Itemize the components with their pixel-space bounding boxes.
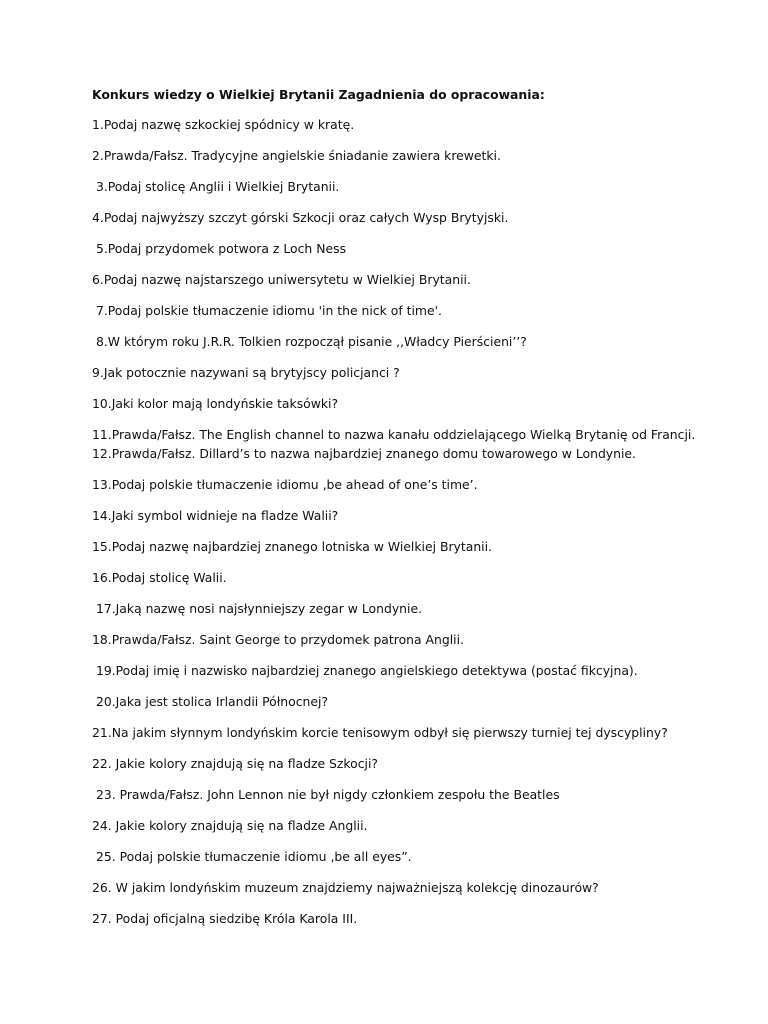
question-27: 27. Podaj oficjalną siedzibę Króla Karola III. <box>92 911 358 926</box>
question-8: 8.W którym roku J.R.R. Tolkien rozpoczął pisanie ,,Władcy Pierścieni’’? <box>92 334 527 349</box>
question-12: 12.Prawda/Fałsz. Dillard’s to nazwa najbardziej znanego domu towarowego w Londynie. <box>92 446 636 461</box>
question-25: 25. Podaj polskie tłumaczenie idiomu ‚be all eyes”. <box>92 849 412 864</box>
question-20: 20.Jaka jest stolica Irlandii Północnej? <box>92 694 329 709</box>
question-14: 14.Jaki symbol widnieje na fladze Walii? <box>92 508 339 523</box>
question-13: 13.Podaj polskie tłumaczenie idiomu ‚be ahead of one’s time’. <box>92 477 478 492</box>
question-11: 11.Prawda/Fałsz. The English channel to nazwa kanału oddzielającego Wielką Brytanię od Francji. <box>92 427 696 442</box>
question-18: 18.Prawda/Fałsz. Saint George to przydomek patrona Anglii. <box>92 632 465 647</box>
question-15: 15.Podaj nazwę najbardziej znanego lotniska w Wielkiej Brytanii. <box>92 539 493 554</box>
question-17: 17.Jaką nazwę nosi najsłynniejszy zegar w Londynie. <box>92 601 423 616</box>
question-23: 23. Prawda/Fałsz. John Lennon nie był nigdy członkiem zespołu the Beatles <box>92 787 560 802</box>
question-4: 4.Podaj najwyższy szczyt górski Szkocji oraz całych Wysp Brytyjski. <box>92 210 509 225</box>
question-19: 19.Podaj imię i nazwisko najbardziej znanego angielskiego detektywa (postać fikcyjna). <box>92 663 638 678</box>
question-6: 6.Podaj nazwę najstarszego uniwersytetu w Wielkiej Brytanii. <box>92 272 471 287</box>
question-5: 5.Podaj przydomek potwora z Loch Ness <box>92 241 347 256</box>
question-16: 16.Podaj stolicę Walii. <box>92 570 227 585</box>
question-7: 7.Podaj polskie tłumaczenie idiomu 'in the nick of time'. <box>92 303 442 318</box>
question-1: 1.Podaj nazwę szkockiej spódnicy w kratę. <box>92 117 355 132</box>
question-3: 3.Podaj stolicę Anglii i Wielkiej Brytanii. <box>92 179 340 194</box>
question-9: 9.Jak potocznie nazywani są brytyjscy policjanci ? <box>92 365 400 380</box>
question-2: 2.Prawda/Fałsz. Tradycyjne angielskie śniadanie zawiera krewetki. <box>92 148 501 163</box>
question-24: 24. Jakie kolory znajdują się na fladze Anglii. <box>92 818 368 833</box>
question-10: 10.Jaki kolor mają londyńskie taksówki? <box>92 396 339 411</box>
document-title: Konkurs wiedzy o Wielkiej Brytanii Zagadnienia do opracowania: <box>92 87 545 102</box>
question-26: 26. W jakim londyńskim muzeum znajdziemy najważniejszą kolekcję dinozaurów? <box>92 880 599 895</box>
question-21: 21.Na jakim słynnym londyńskim korcie tenisowym odbył się pierwszy turniej tej dyscypliny? <box>92 725 668 740</box>
question-22: 22. Jakie kolory znajdują się na fladze Szkocji? <box>92 756 378 771</box>
